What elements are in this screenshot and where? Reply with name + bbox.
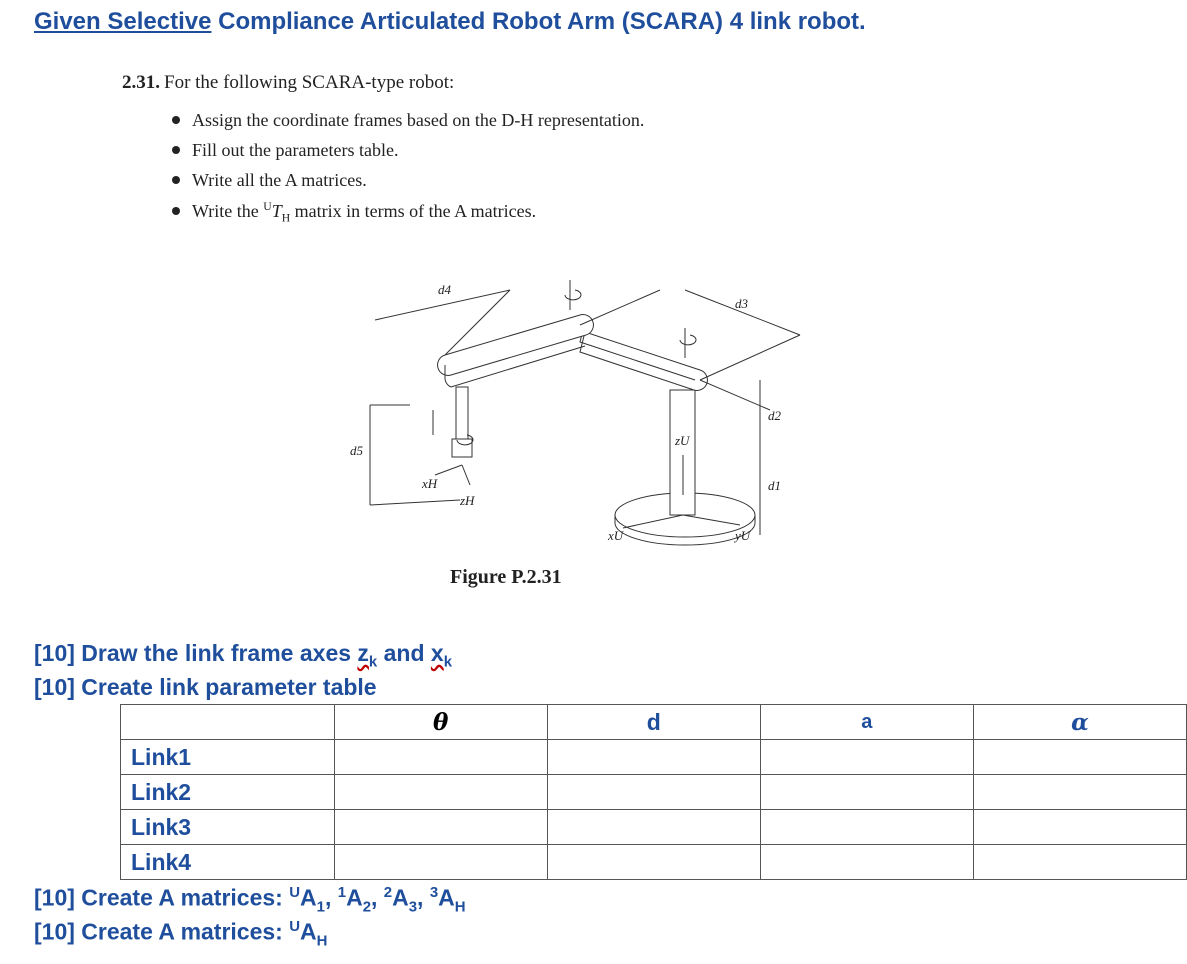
table-cell[interactable] bbox=[973, 775, 1186, 810]
header-alpha: α bbox=[973, 705, 1186, 740]
problem-lead: For the following SCARA-type robot: bbox=[164, 72, 455, 93]
table-cell[interactable] bbox=[334, 810, 547, 845]
title-rest: Compliance Articulated Robot Arm (SCARA) 4 link robot. bbox=[211, 8, 866, 35]
label-xU: xU bbox=[608, 528, 624, 543]
table-cell[interactable] bbox=[547, 845, 760, 880]
label-d5: d5 bbox=[350, 443, 363, 458]
label-d3: d3 bbox=[735, 296, 748, 311]
table-cell[interactable] bbox=[973, 845, 1186, 880]
label-xH: xH bbox=[422, 476, 438, 491]
task-a-matrix-total: [10] Create A matrices: $^UA_H$ bbox=[34, 918, 328, 950]
table-cell[interactable] bbox=[760, 740, 973, 775]
table-cell[interactable] bbox=[334, 845, 547, 880]
title-underlined: Given Selective bbox=[34, 8, 212, 35]
label-d1: d1 bbox=[768, 478, 781, 493]
table-cell[interactable] bbox=[334, 740, 547, 775]
table-cell[interactable] bbox=[760, 845, 973, 880]
row-label: Link1 bbox=[121, 740, 335, 775]
header-a: a bbox=[760, 705, 973, 740]
table-row bbox=[121, 740, 1187, 775]
row-label: Link4 bbox=[121, 845, 335, 880]
task-a-matrices: [10] Create A matrices: $^UA_1$, $^1A_2$, $^2A_3$, $^3A_H$ bbox=[34, 884, 466, 916]
header-theta: θ bbox=[334, 705, 547, 740]
bullet-dot-icon bbox=[172, 146, 180, 154]
table-cell[interactable] bbox=[973, 740, 1186, 775]
table-cell[interactable] bbox=[547, 810, 760, 845]
task-create-table: [10] Create link parameter table bbox=[34, 674, 377, 700]
table-cell[interactable] bbox=[760, 810, 973, 845]
label-zU: zU bbox=[675, 433, 690, 448]
table-row bbox=[121, 810, 1187, 845]
bullet-dot-icon bbox=[172, 176, 180, 184]
label-d2: d2 bbox=[768, 408, 781, 423]
row-label: Link2 bbox=[121, 775, 335, 810]
problem-number: 2.31. bbox=[122, 72, 160, 93]
bullet-dot-icon bbox=[172, 207, 180, 215]
figure-caption: Figure P.2.31 bbox=[450, 566, 562, 588]
table-cell[interactable] bbox=[760, 775, 973, 810]
bullet-dot-icon bbox=[172, 116, 180, 124]
problem-statement bbox=[122, 72, 454, 94]
row-label: Link3 bbox=[121, 810, 335, 845]
header-empty bbox=[121, 705, 335, 740]
table-header-row bbox=[121, 705, 1187, 740]
bullet-item: Write all the A matrices. bbox=[172, 170, 367, 191]
table-cell[interactable] bbox=[973, 810, 1186, 845]
bullet-item: Assign the coordinate frames based on the D-H representation. bbox=[172, 110, 644, 131]
table-cell[interactable] bbox=[547, 740, 760, 775]
label-yU: yU bbox=[735, 528, 751, 543]
header-d: d bbox=[547, 705, 760, 740]
label-d4: d4 bbox=[438, 282, 451, 297]
table-cell[interactable] bbox=[547, 775, 760, 810]
scara-robot-figure bbox=[330, 270, 830, 560]
table-row bbox=[121, 775, 1187, 810]
table-row bbox=[121, 845, 1187, 880]
bullet-item: Write the $^UT_H$ matrix in terms of the A matrices. bbox=[172, 200, 536, 225]
link-parameter-table bbox=[120, 704, 1187, 880]
label-zH: zH bbox=[460, 493, 475, 508]
page-title bbox=[34, 8, 866, 36]
task-draw-axes: [10] Draw the link frame axes $z_k$ and $x_k$ bbox=[34, 640, 453, 671]
bullet-item: Fill out the parameters table. bbox=[172, 140, 398, 161]
table-cell[interactable] bbox=[334, 775, 547, 810]
